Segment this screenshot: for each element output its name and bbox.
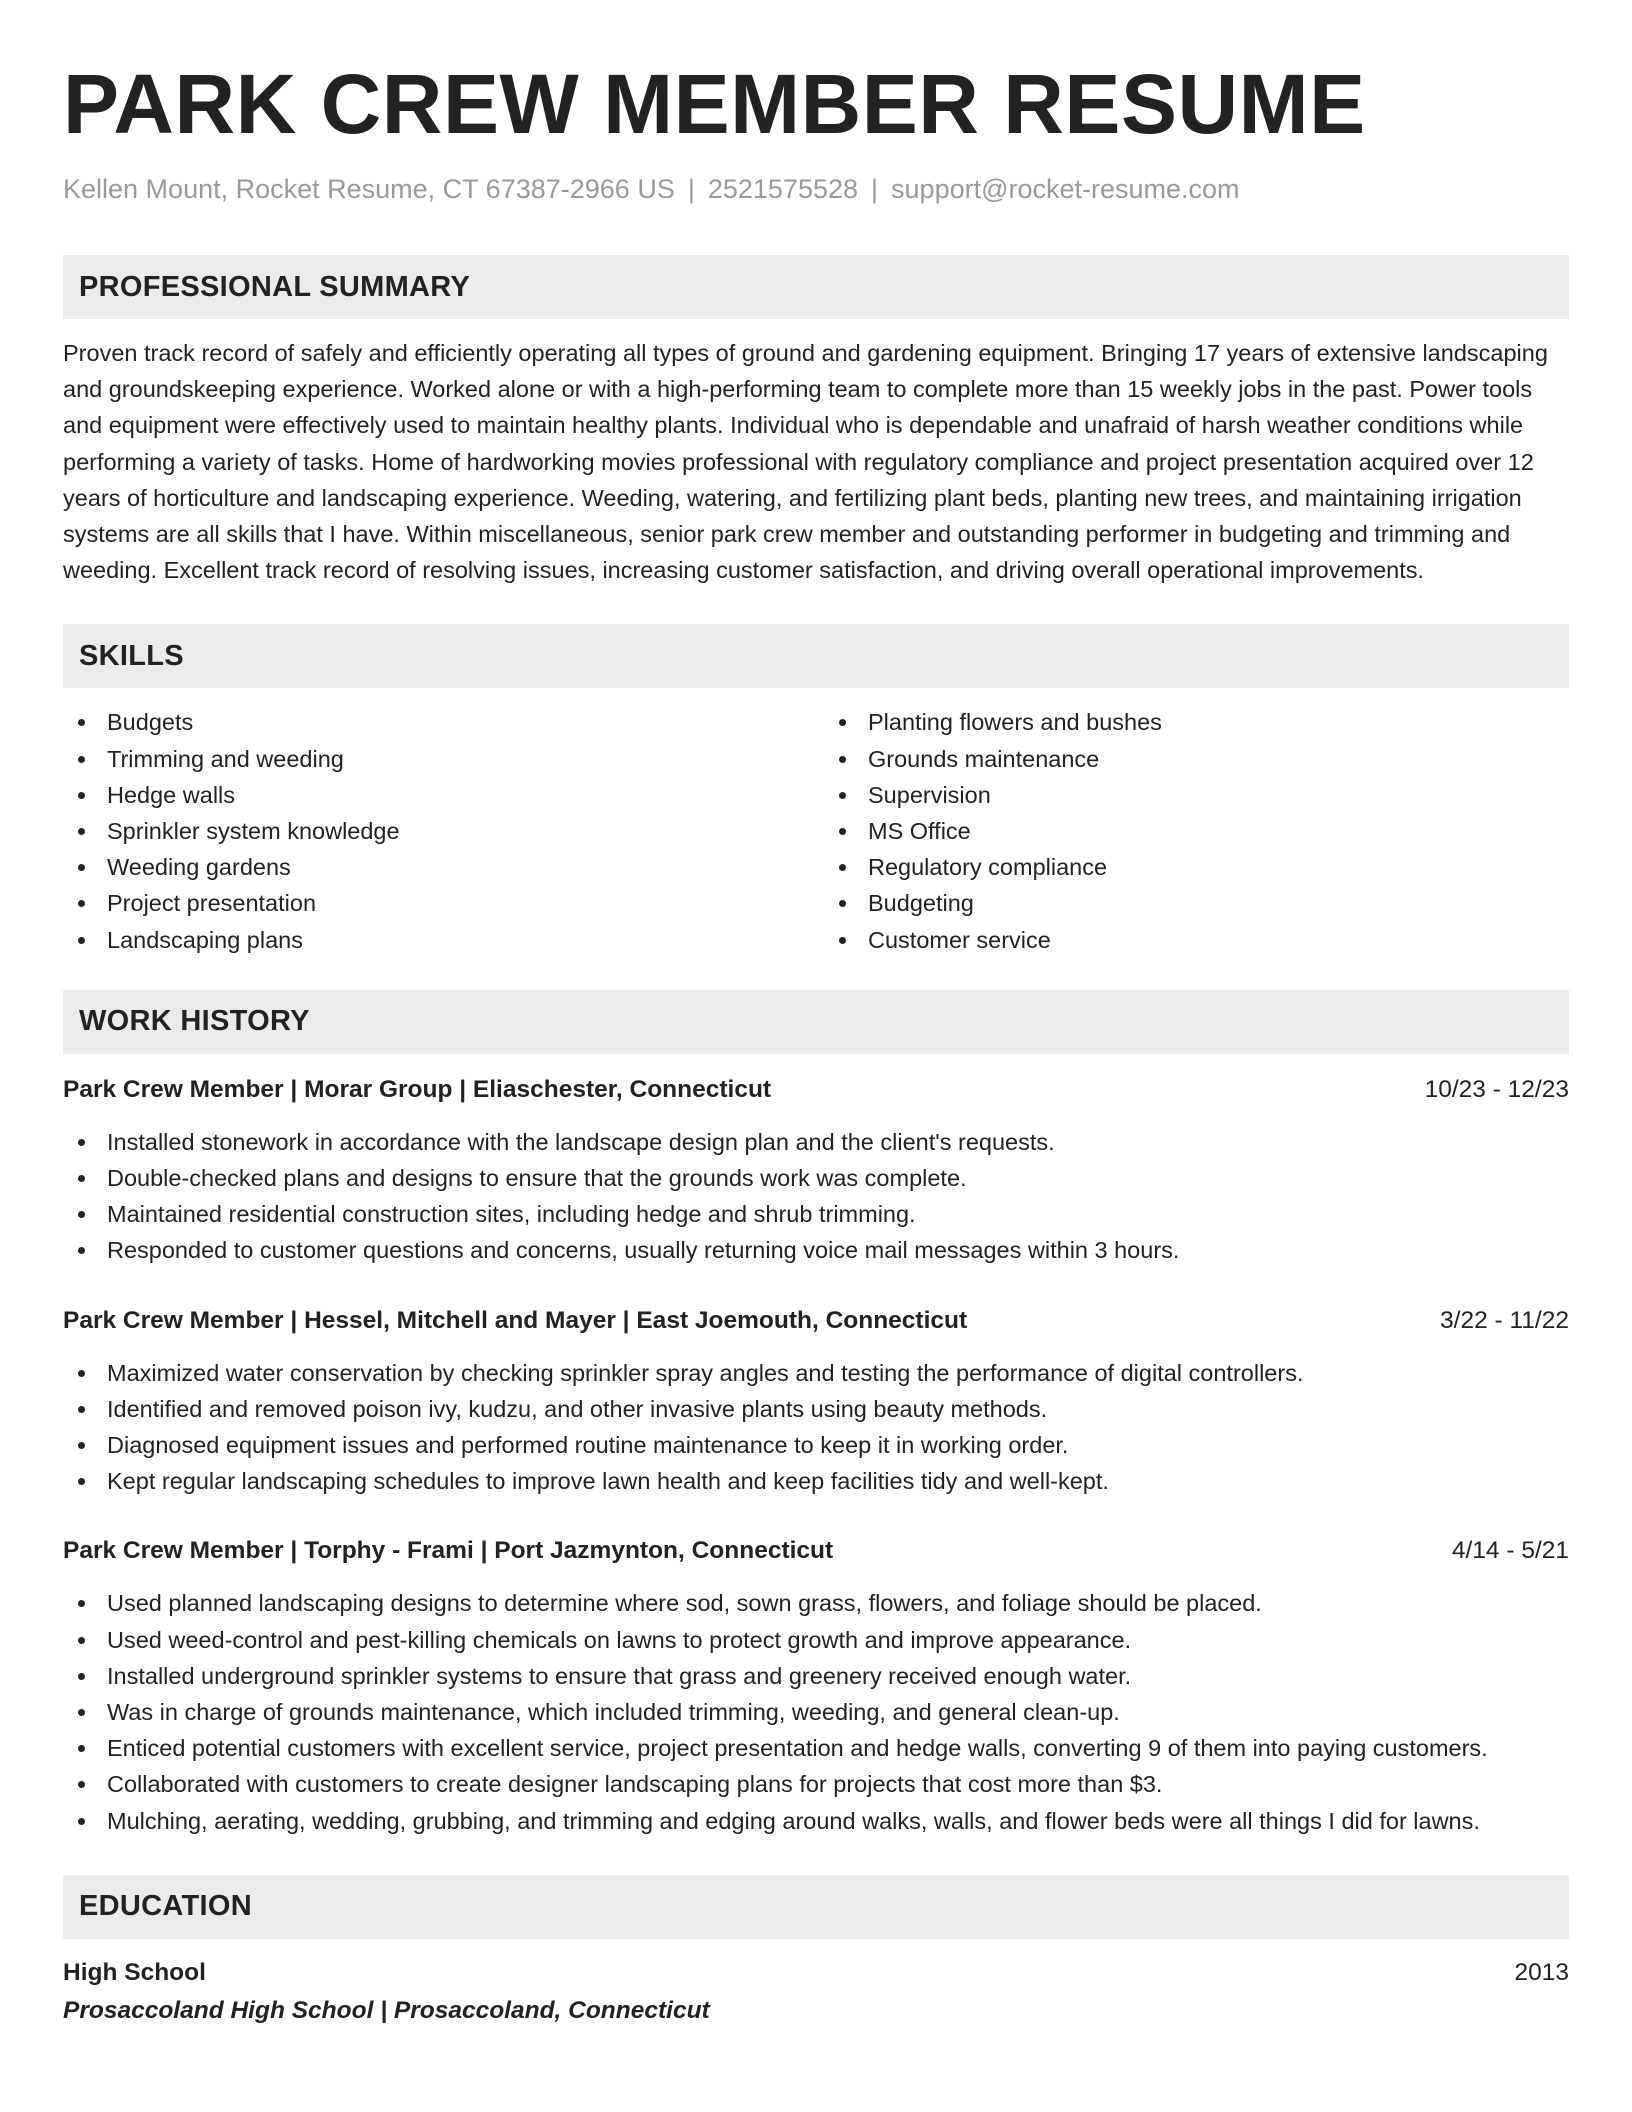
job-bullet: Collaborated with customers to create designer landscaping plans for projects that cost more than $3.	[63, 1766, 1569, 1802]
professional-summary-text: Proven track record of safely and efficiently operating all types of ground and gardening equipment. Bringing 17 years of extensive landscaping and groundskeeping experience. Worked alone or with a high-performing team to complete more than 15 weekly jobs in the past. Power tools and equipment were effectively used to maintain healthy plants. Individual who is dependable and unafraid of harsh weather conditions while performing a variety of tasks. Home of hardworking movies professional with regulatory compliance and project presentation acquired over 12 years of horticulture and landscaping experience. Weeding, watering, and fertilizing plant beds, planting new trees, and maintaining irrigation systems are all skills that I have. Within miscellaneous, senior park crew member and outstanding performer in budgeting and trimming and weeding. Excellent track record of resolving issues, increasing customer satisfaction, and driving overall operational improvements.	[63, 340, 1548, 584]
job-bullet: Installed underground sprinkler systems to ensure that grass and greenery received enough water.	[63, 1658, 1569, 1694]
job-bullet: Responded to customer questions and concerns, usually returning voice mail messages within 3 hours.	[63, 1232, 1569, 1268]
contact-separator: |	[687, 174, 695, 204]
job-entry	[63, 1072, 1569, 1269]
education-entry	[63, 1955, 1569, 2029]
education-school: Prosaccoland High School | Prosaccoland, Connecticut	[63, 1996, 710, 2024]
job-bullet: Enticed potential customers with excellent service, project presentation and hedge walls, converting 9 of them into paying customers.	[63, 1730, 1569, 1766]
section-header-work-history: WORK HISTORY	[63, 990, 1569, 1054]
skills-list-left	[63, 704, 808, 957]
contact-line	[63, 172, 1569, 206]
job-bullet: Mulching, aerating, wedding, grubbing, and trimming and edging around walks, walls, and flower beds were all things I did for lawns.	[63, 1803, 1569, 1839]
job-bullet: Diagnosed equipment issues and performed routine maintenance to keep it in working order.	[63, 1427, 1569, 1463]
skill-item: Budgets	[63, 704, 808, 740]
job-bullet: Maximized water conservation by checking sprinkler spray angles and testing the performance of digital controllers.	[63, 1355, 1569, 1391]
job-header	[63, 1072, 1569, 1108]
job-header	[63, 1303, 1569, 1339]
skill-item: Grounds maintenance	[824, 741, 1569, 777]
skill-item: Regulatory compliance	[824, 849, 1569, 885]
job-bullet: Installed stonework in accordance with the landscape design plan and the client's requests.	[63, 1124, 1569, 1160]
contact-separator: |	[871, 174, 879, 204]
skill-item: Budgeting	[824, 885, 1569, 921]
job-dates: 4/14 - 5/21	[1451, 1537, 1569, 1565]
education-degree: High School	[63, 1958, 206, 1986]
skills-grid	[63, 704, 1569, 957]
job-bullet: Kept regular landscaping schedules to improve lawn health and keep facilities tidy and well-kept.	[63, 1463, 1569, 1499]
job-bullet: Used planned landscaping designs to determine where sod, sown grass, flowers, and foliage should be placed.	[63, 1585, 1569, 1621]
job-title: Park Crew Member | Morar Group | Eliaschester, Connecticut	[63, 1075, 772, 1103]
skill-item: Project presentation	[63, 885, 808, 921]
education-header	[63, 1955, 1569, 1991]
job-bullet: Was in charge of grounds maintenance, which included trimming, weeding, and general clean-up.	[63, 1694, 1569, 1730]
job-title: Park Crew Member | Hessel, Mitchell and Mayer | East Joemouth, Connecticut	[63, 1306, 968, 1334]
skill-item: Weeding gardens	[63, 849, 808, 885]
section-header-education: EDUCATION	[63, 1875, 1569, 1939]
job-bullet: Double-checked plans and designs to ensure that the grounds work was complete.	[63, 1160, 1569, 1196]
skills-list-right	[824, 704, 1569, 957]
contact-email: support@rocket-resume.com	[891, 174, 1240, 204]
skill-item: Customer service	[824, 922, 1569, 958]
skill-item: Landscaping plans	[63, 922, 808, 958]
resume-title: PARK CREW MEMBER RESUME	[63, 57, 1366, 151]
skill-item: Hedge walls	[63, 777, 808, 813]
job-header	[63, 1533, 1569, 1569]
section-header-skills: SKILLS	[63, 624, 1569, 688]
job-dates: 3/22 - 11/22	[1440, 1306, 1569, 1334]
job-entry	[63, 1533, 1569, 1838]
job-bullet: Identified and removed poison ivy, kudzu, and other invasive plants using beauty methods.	[63, 1391, 1569, 1427]
job-dates: 10/23 - 12/23	[1424, 1075, 1569, 1103]
contact-address: Kellen Mount, Rocket Resume, CT 67387-2966 US	[63, 174, 675, 204]
job-entry	[63, 1303, 1569, 1500]
contact-phone: 2521575528	[707, 174, 859, 204]
education-year: 2013	[1514, 1958, 1569, 1986]
job-bullets	[63, 1124, 1569, 1269]
job-bullets	[63, 1585, 1569, 1838]
job-title: Park Crew Member | Torphy - Frami | Port Jazmynton, Connecticut	[63, 1537, 834, 1565]
skill-item: Planting flowers and bushes	[824, 704, 1569, 740]
job-bullet: Used weed-control and pest-killing chemicals on lawns to protect growth and improve appearance.	[63, 1622, 1569, 1658]
skill-item: Trimming and weeding	[63, 741, 808, 777]
skill-item: Supervision	[824, 777, 1569, 813]
job-bullets	[63, 1355, 1569, 1500]
skill-item: MS Office	[824, 813, 1569, 849]
job-bullet: Maintained residential construction sites, including hedge and shrub trimming.	[63, 1196, 1569, 1232]
section-header-professional-summary: PROFESSIONAL SUMMARY	[63, 255, 1569, 319]
skill-item: Sprinkler system knowledge	[63, 813, 808, 849]
